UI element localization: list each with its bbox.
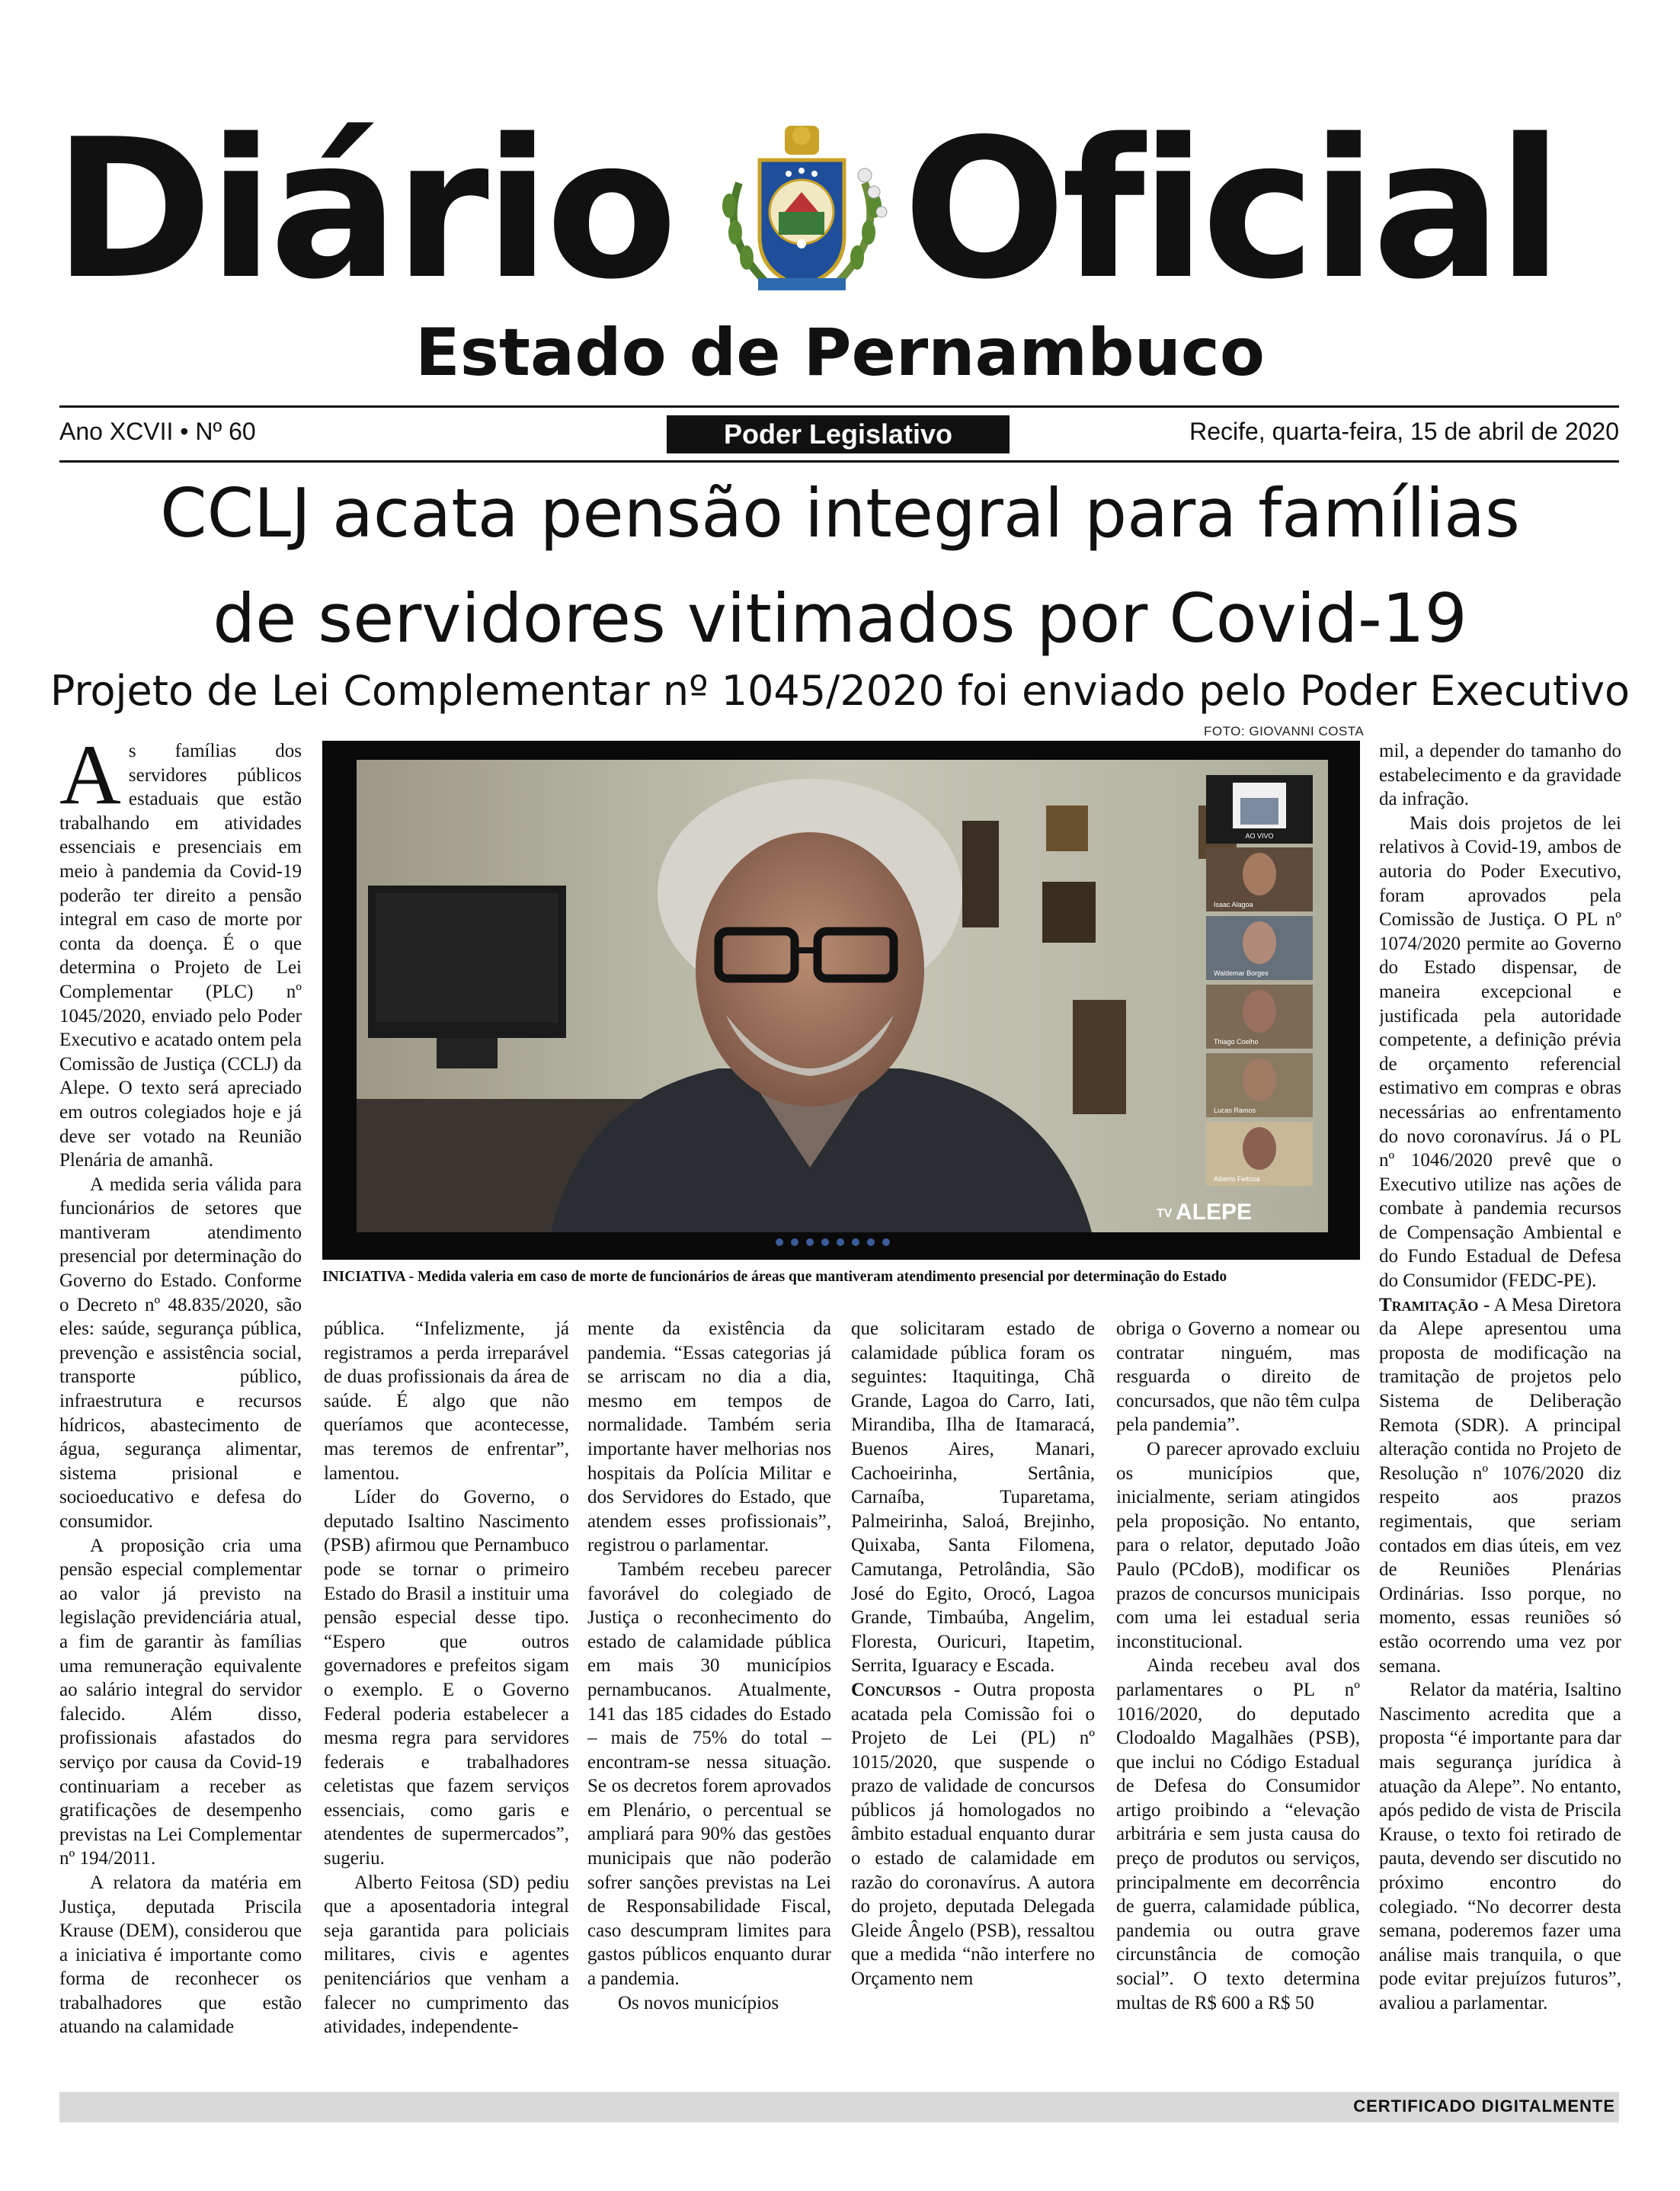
article-paragraph: Líder do Governo, o deputado Isaltino Nascimento (PSB) afirmou que Pernambuco pode se tornar o primeiro Estado do Brasil a instituir uma pensão especial desse tipo. “Espero que outros governadores e prefeitos sigam o exemplo. E o Governo Federal poderia estabelecer a mesma regra para servidores federais e trabalhadores celetistas que fazem serviços essenciais, como garis e atendentes de supermercados”, sugeriu. — [324, 1487, 569, 1869]
article-paragraph: A medida seria válida para funcionários de setores que mantiveram atendimento presencial por determinação do Governo do Estado. Conforme o Decreto nº 48.835/2020, são eles: saúde, segurança pública, prevenção e assistência social, transporte público, infraestrutura e recursos hídricos, abastecimento de água, segurança alimentar, sistema prisional e socioeducativo e defesa do consumidor. — [59, 1174, 302, 1532]
article-paragraph: As famílias dos servidores públicos estaduais que estão trabalhando em atividades essenciais e presenciais em meio à pandemia da Covid-19 poderão ter direito a pensão integral em caso de morte por conta da doença. É o que determina o Projeto de Lei Complementar (PLC) nº 1045/2020, enviado pelo Poder Executivo e acatado ontem pela Comissão de Justiça (CCLJ) da Alepe. O texto será apreciado em outros colegiados hoje e já deve ser votado na Reunião Plenária de amanhã. — [59, 739, 302, 1171]
article-column-5 — [1116, 1317, 1360, 2067]
article-paragraph: mente da existência da pandemia. “Essas categorias já se arriscam no dia a dia, mesmo em tempos de normalidade. Também seria importante haver melhorias nos hospitais da Polícia Militar e dos Servidores do Estado, que atendem esses profissionais”, registrou o parlamentar. — [587, 1318, 831, 1556]
article-paragraph: A proposição cria uma pensão especial complementar ao valor já previsto na legislação previdenciária atual, a fim de garantir às famílias uma remuneração equivalente ao salário integral do servidor falecido. Além disso, profissionais afastados do serviço por causa da Covid-19 continuariam a receber as gratificações de desempenho previstas na Lei Complementar nº 194/2011. — [59, 1535, 302, 1869]
article-photo — [322, 741, 1360, 1260]
subhead-tramitacao: Tramitação — [1379, 1294, 1479, 1315]
edition-number: Ano XCVII • Nº 60 — [59, 418, 256, 445]
certified-label: CERTIFICADO DIGITALMENTE — [1353, 2097, 1615, 2116]
headline-line-2: de servidores vitimados por Covid-19 — [213, 579, 1467, 658]
participant-name-4: Lucas Ramos — [1214, 1107, 1256, 1114]
caption-lead: INICIATIVA - — [322, 1269, 418, 1285]
article-column-6 — [1379, 739, 1621, 2067]
article-paragraph: que solicitaram estado de calamidade pública foram os seguintes: Itaquitinga, Chã Grande, Lagoa do Carro, Iati, Mirandiba, Ilha de Itamaracá, Buenos Aires, Manari, Cachoeirinha, Sertânia, Carnaíba, Tuparetama, Palmeirinha, Saloá, Brejinho, Quixaba, Santa Filomena, Camutanga, Petrolândia, São José do Egito, Orocó, Lagoa Grande, Timbaúba, Angelim, Floresta, Ouricuri, Itapetim, Serrita, Iguaracy e Escada. — [851, 1318, 1095, 1677]
coat-of-arms-icon — [712, 122, 891, 297]
article-paragraph: Mais dois projetos de lei relativos à Covid-19, ambos de autoria do Poder Executivo, foram aprovados pela Comissão de Justiça. O PL nº 1074/2020 permite ao Governo do Estado dispensar, de maneira excepcional e justificada pela autoridade competente, a definição prévia de orçamento referencial estimativo em compras e obras necessárias ao enfrentamento do novo coronavírus. Já o PL nº 1046/2020 prevê que o Executivo utilize nas ações de combate à pandemia recursos de Compensação Ambiental e do Fundo Estadual de Defesa do Consumidor (FEDC-PE). — [1379, 812, 1621, 1292]
article-paragraph: obriga o Governo a nomear ou contratar ninguém, mas resguarda o direito de concursados, que não têm culpa pela pandemia”. — [1116, 1318, 1360, 1436]
article-paragraph: Também recebeu parecer favorável do colegiado de Justiça o reconhecimento do estado de calamidade pública em mais 30 municípios pernambucanos. Atualmente, 141 das 185 cidades do Estado – mais de 75% do total – encontram-se nessa situação. Se os decretos forem aprovados em Plenário, o percentual se ampliará para 90% das gestões municipais que não poderão sofrer sanções previstas na Lei de Responsabilidade Fiscal, caso descumpram limites para gastos públicos enquanto durar a pandemia. — [587, 1558, 831, 1990]
headline-line-1: CCLJ acata pensão integral para famílias — [160, 474, 1520, 553]
participant-name-1: Isaac Alagoa — [1214, 901, 1253, 908]
participant-name-2: Waldemar Borges — [1214, 969, 1269, 977]
participant-name-5: Alberto Feitosa — [1214, 1175, 1260, 1183]
article-paragraph: pública. “Infelizmente, já registramos a perda irreparável de duas profissionais da área de saúde. É algo que não queríamos que acontecesse, mas teremos de enfrentar”, lamentou. — [324, 1318, 569, 1484]
participant-name-3: Thiago Coelho — [1214, 1038, 1259, 1046]
article-column-1 — [59, 739, 302, 2067]
live-label: AO VIVO — [1245, 832, 1274, 840]
publication-date: Recife, quarta-feira, 15 de abril de 2020 — [1189, 418, 1619, 445]
article-paragraph: Os novos municípios — [618, 1992, 779, 2013]
caption-text: Medida valeria em caso de morte de funcionários de áreas que mantiveram atendimento presencial por determinação do Estado — [417, 1269, 1227, 1285]
masthead-title-left: Diário — [53, 98, 674, 322]
tv-prefix: TV — [1157, 1207, 1173, 1220]
masthead-state: Estado de Pernambuco — [415, 315, 1265, 391]
bottom-rule — [59, 460, 1619, 463]
section-label: Poder Legislativo — [667, 415, 1010, 453]
article-paragraph: Ainda recebeu aval dos parlamentares o PL nº 1016/2020, do deputado Clodoaldo Magalhães (PSB), que inclui no Código Estadual de Defesa do Consumidor artigo proibindo a “elevação arbitrária e sem justa causa do preço de produtos ou serviços, principalmente em decorrência de guerra, calamidade pública, pandemia ou outra grave circunstância de comoção social”. O texto determina multas de R$ 600 a R$ 50 — [1116, 1655, 1360, 2013]
headline-deck: Projeto de Lei Complementar nº 1045/2020 foi enviado pelo Poder Executivo — [50, 667, 1630, 715]
article-paragraph: Tramitação - A Mesa Diretora da Alepe apresentou uma proposta de modificação na tramitação de projetos pelo Sistema de Deliberação Remota (SDR). A principal alteração contida no Projeto de Resolução nº 1076/2020 diz respeito aos prazos regimentais, que seriam contados em dias úteis, em vez de Reuniões Plenárias Ordinárias. Isso porque, no momento, essas reuniões só estão ocorrendo uma vez por semana. — [1379, 1294, 1621, 1677]
article-paragraph: A relatora da matéria em Justiça, deputada Priscila Krause (DEM), considerou que a iniciativa é importante como forma de reconhecer os trabalhadores que estão atuando na calamidade — [59, 1872, 302, 2038]
article-paragraph: Alberto Feitosa (SD) pediu que a aposentadoria integral seja garantida para policiais militares, civis e agentes penitenciários que venham a falecer no cumprimento das atividades, independente- — [324, 1872, 569, 2038]
article-column-3 — [587, 1317, 831, 2067]
article-column-4 — [851, 1317, 1095, 2067]
masthead-title-right: Oficial — [903, 98, 1559, 322]
drop-cap: A — [59, 739, 121, 822]
photo-caption — [322, 1268, 1360, 1286]
photo-credit: FOTO: GIOVANNI COSTA — [1204, 724, 1365, 738]
top-rule — [59, 405, 1619, 408]
alepe-logo: ALEPE — [1176, 1200, 1253, 1225]
article-paragraph: Relator da matéria, Isaltino Nascimento acredita que a proposta “é importante para dar mais segurança jurídica à atuação da Alepe”. No entanto, após pedido de vista de Priscila Krause, o texto foi retirado de pauta, devendo ser discutido no próximo encontro do colegiado. “No decorrer desta semana, poderemos fazer uma análise mais tranquila, o que pode evitar prejuízos futuros”, avaliou a parlamentar. — [1379, 1680, 1621, 2013]
article-paragraph: mil, a depender do tamanho do estabelecimento e da gravidade da infração. — [1379, 741, 1621, 810]
video-call-screenshot-icon — [322, 741, 1360, 1260]
article-paragraph: Concursos - Outra proposta acatada pela Comissão foi o Projeto de Lei (PL) nº 1015/2020, que suspende o prazo de validade de concursos públicos já homologados no âmbito estadual enquanto durar o estado de calamidade em razão do coronavírus. A autora do projeto, deputada Delegada Gleide Ângelo (PSB), ressaltou que a medida “não interfere no Orçamento nem — [851, 1679, 1095, 1990]
article-paragraph: O parecer aprovado excluiu os municípios que, inicialmente, seriam atingidos pela proposição. No entanto, para o relator, deputado João Paulo (PCdoB), modificar os prazos de concursos municipais com uma lei estadual seria inconstitucional. — [1116, 1438, 1360, 1652]
article-column-2 — [324, 1317, 569, 2067]
subhead-concursos: Concursos — [851, 1679, 942, 1700]
